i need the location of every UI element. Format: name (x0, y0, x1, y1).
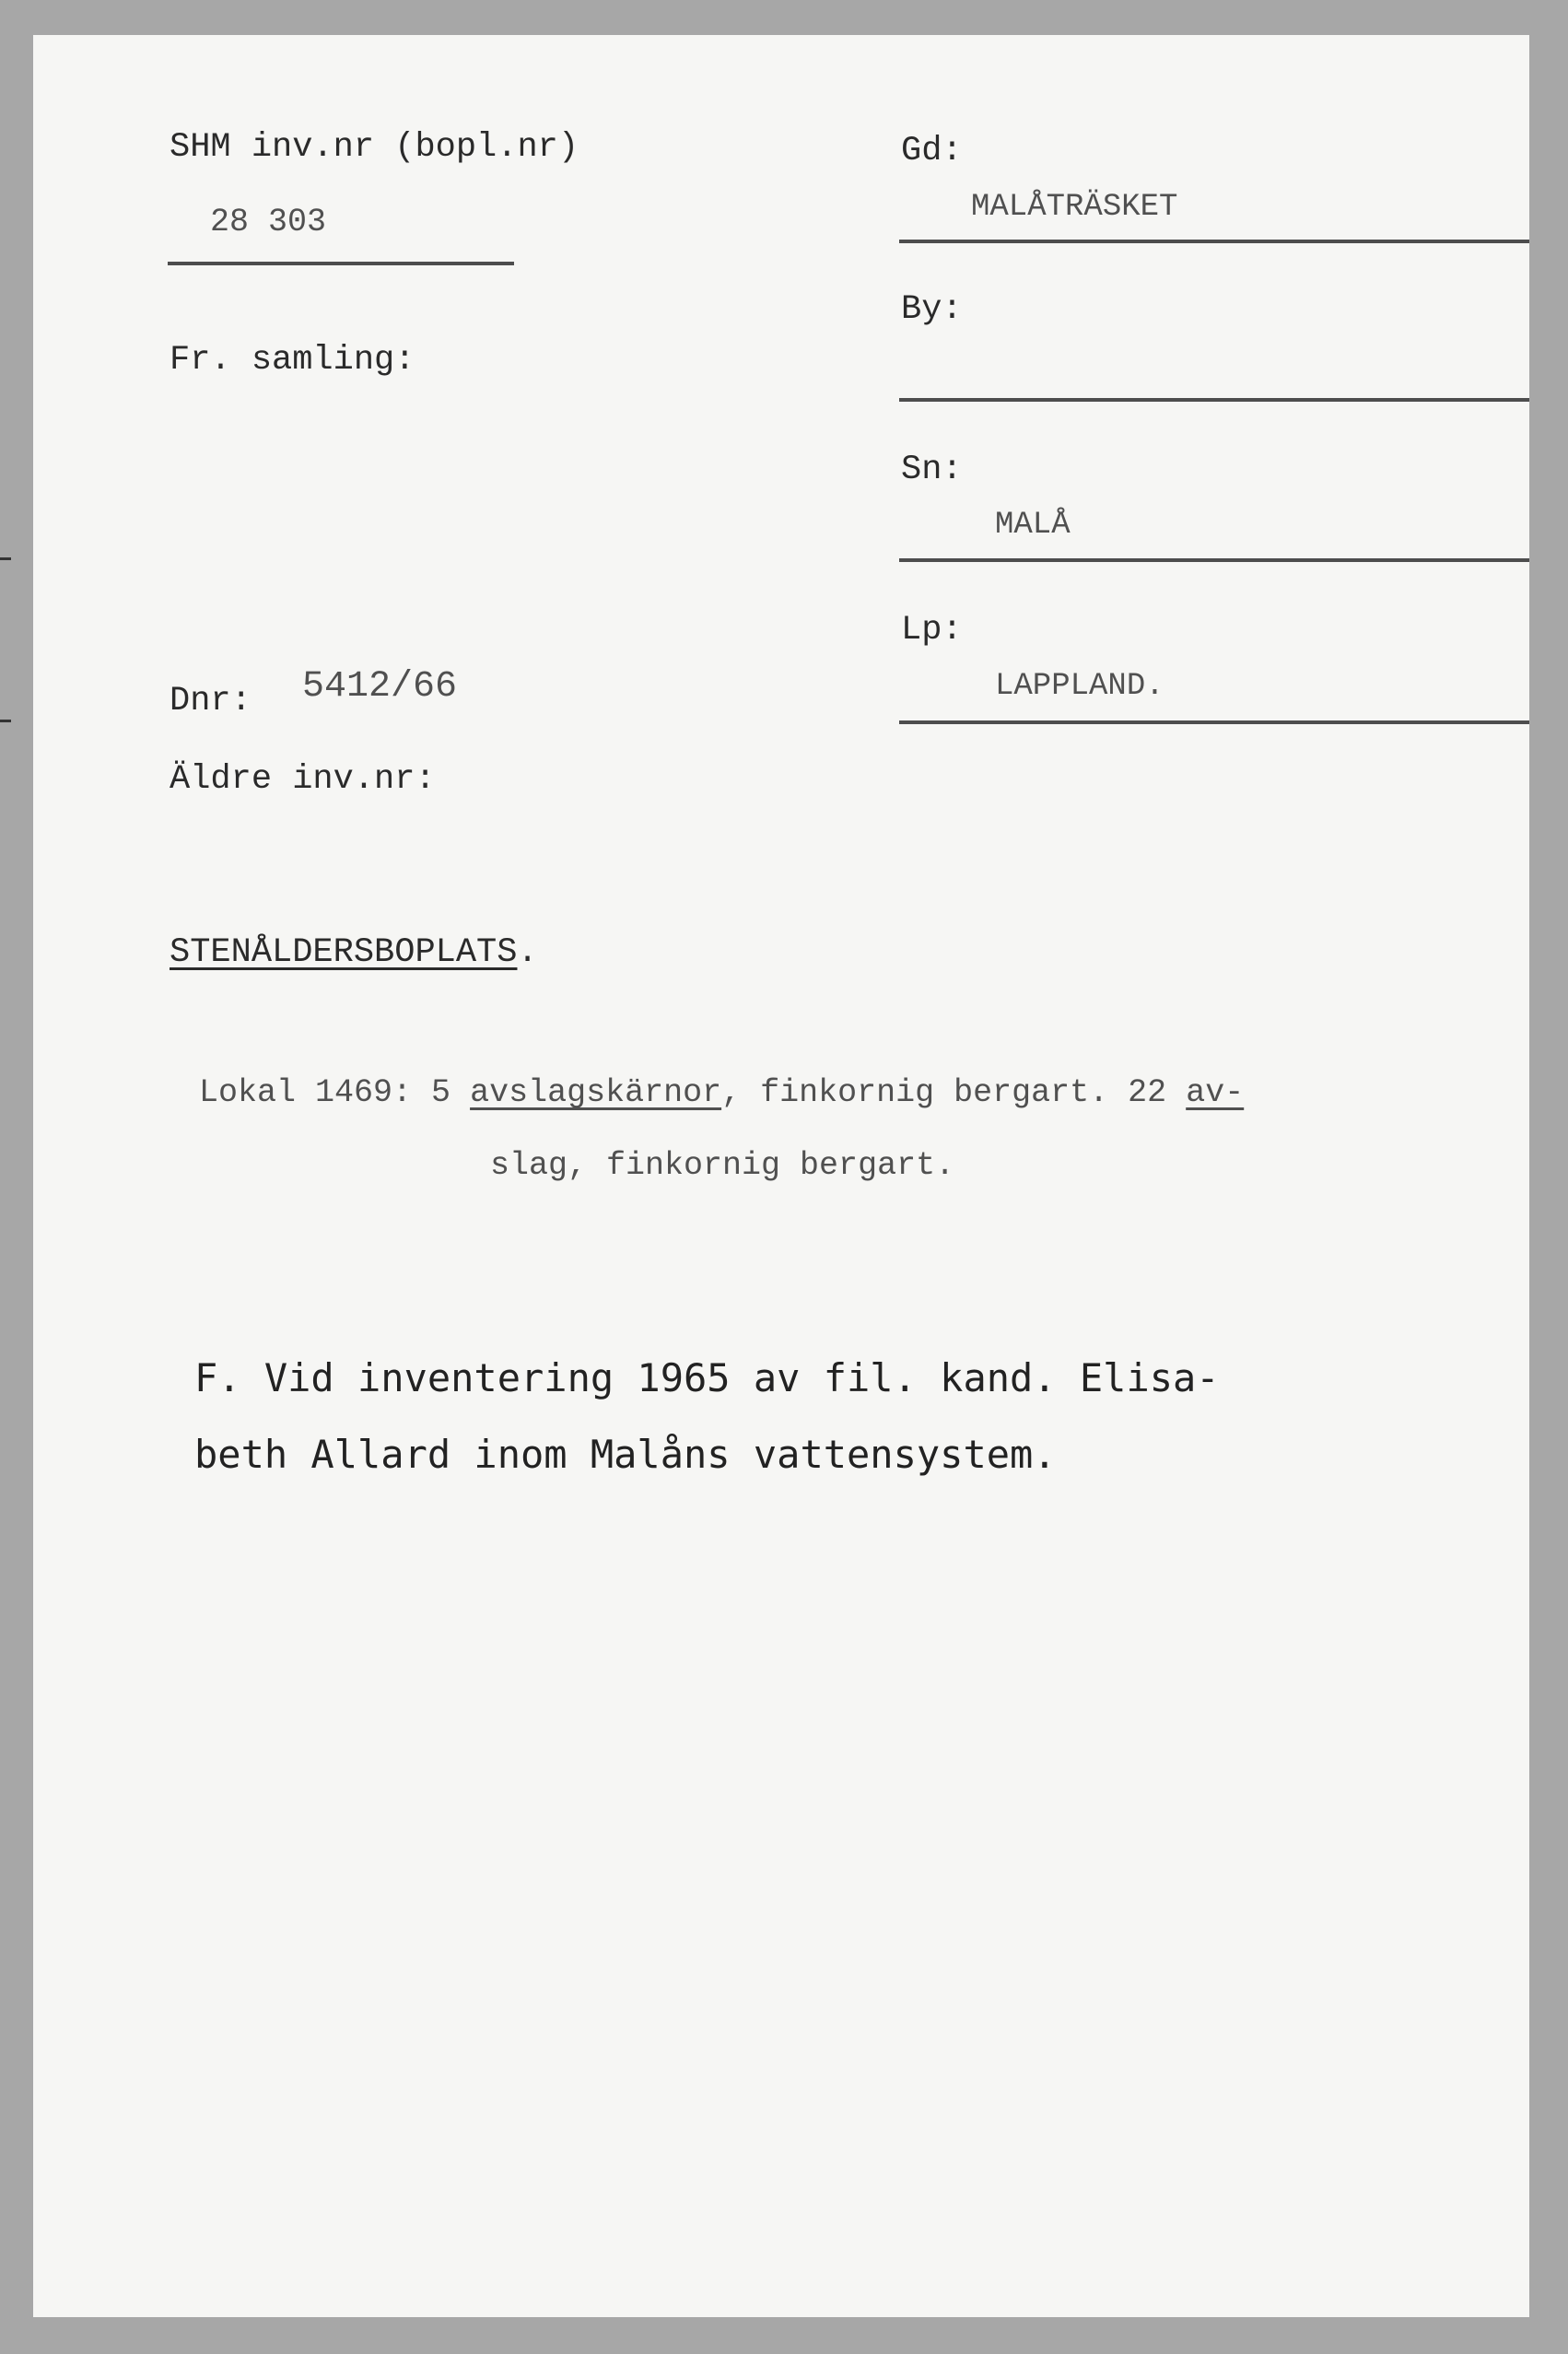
lp-value: LAPPLAND. (995, 669, 1164, 704)
dnr-value: 5412/66 (302, 666, 458, 708)
site-type-period: . (517, 933, 538, 972)
lokal-line-1 (199, 1074, 1245, 1111)
fr-samling-label: Fr. samling: (170, 341, 415, 380)
lokal-av: av- (1186, 1074, 1245, 1111)
sn-value: MALÅ (995, 508, 1071, 543)
lp-label: Lp: (901, 611, 963, 650)
note-line-2: beth Allard inom Malåns vattensystem. (194, 1432, 1057, 1477)
lokal-term: avslagskärnor (470, 1074, 722, 1111)
site-type-heading (170, 933, 538, 972)
edge-mark (0, 557, 11, 560)
aldre-inv-label: Äldre inv.nr: (170, 760, 436, 799)
lokal-prefix: Lokal 1469: 5 (199, 1074, 471, 1111)
gd-underline (899, 240, 1529, 243)
by-label: By: (901, 290, 963, 329)
note-line-1: F. Vid inventering 1965 av fil. kand. Elisa- (194, 1355, 1220, 1400)
inv-value: 28 303 (210, 204, 327, 240)
dnr-label: Dnr: (170, 682, 252, 720)
edge-mark (0, 720, 11, 722)
lp-underline (899, 720, 1529, 724)
inv-label: SHM inv.nr (bopl.nr) (170, 128, 579, 167)
by-underline (899, 398, 1529, 402)
sn-underline (899, 558, 1529, 562)
catalog-card (33, 35, 1529, 2317)
gd-value: MALÅTRÄSKET (971, 190, 1178, 225)
sn-label: Sn: (901, 451, 963, 489)
lokal-line-2: slag, finkornig bergart. (490, 1147, 955, 1184)
site-type-text: STENÅLDERSBOPLATS (170, 933, 518, 972)
inv-underline (168, 262, 514, 265)
lokal-rest: , finkornig bergart. 22 (721, 1074, 1187, 1111)
gd-label: Gd: (901, 132, 963, 170)
